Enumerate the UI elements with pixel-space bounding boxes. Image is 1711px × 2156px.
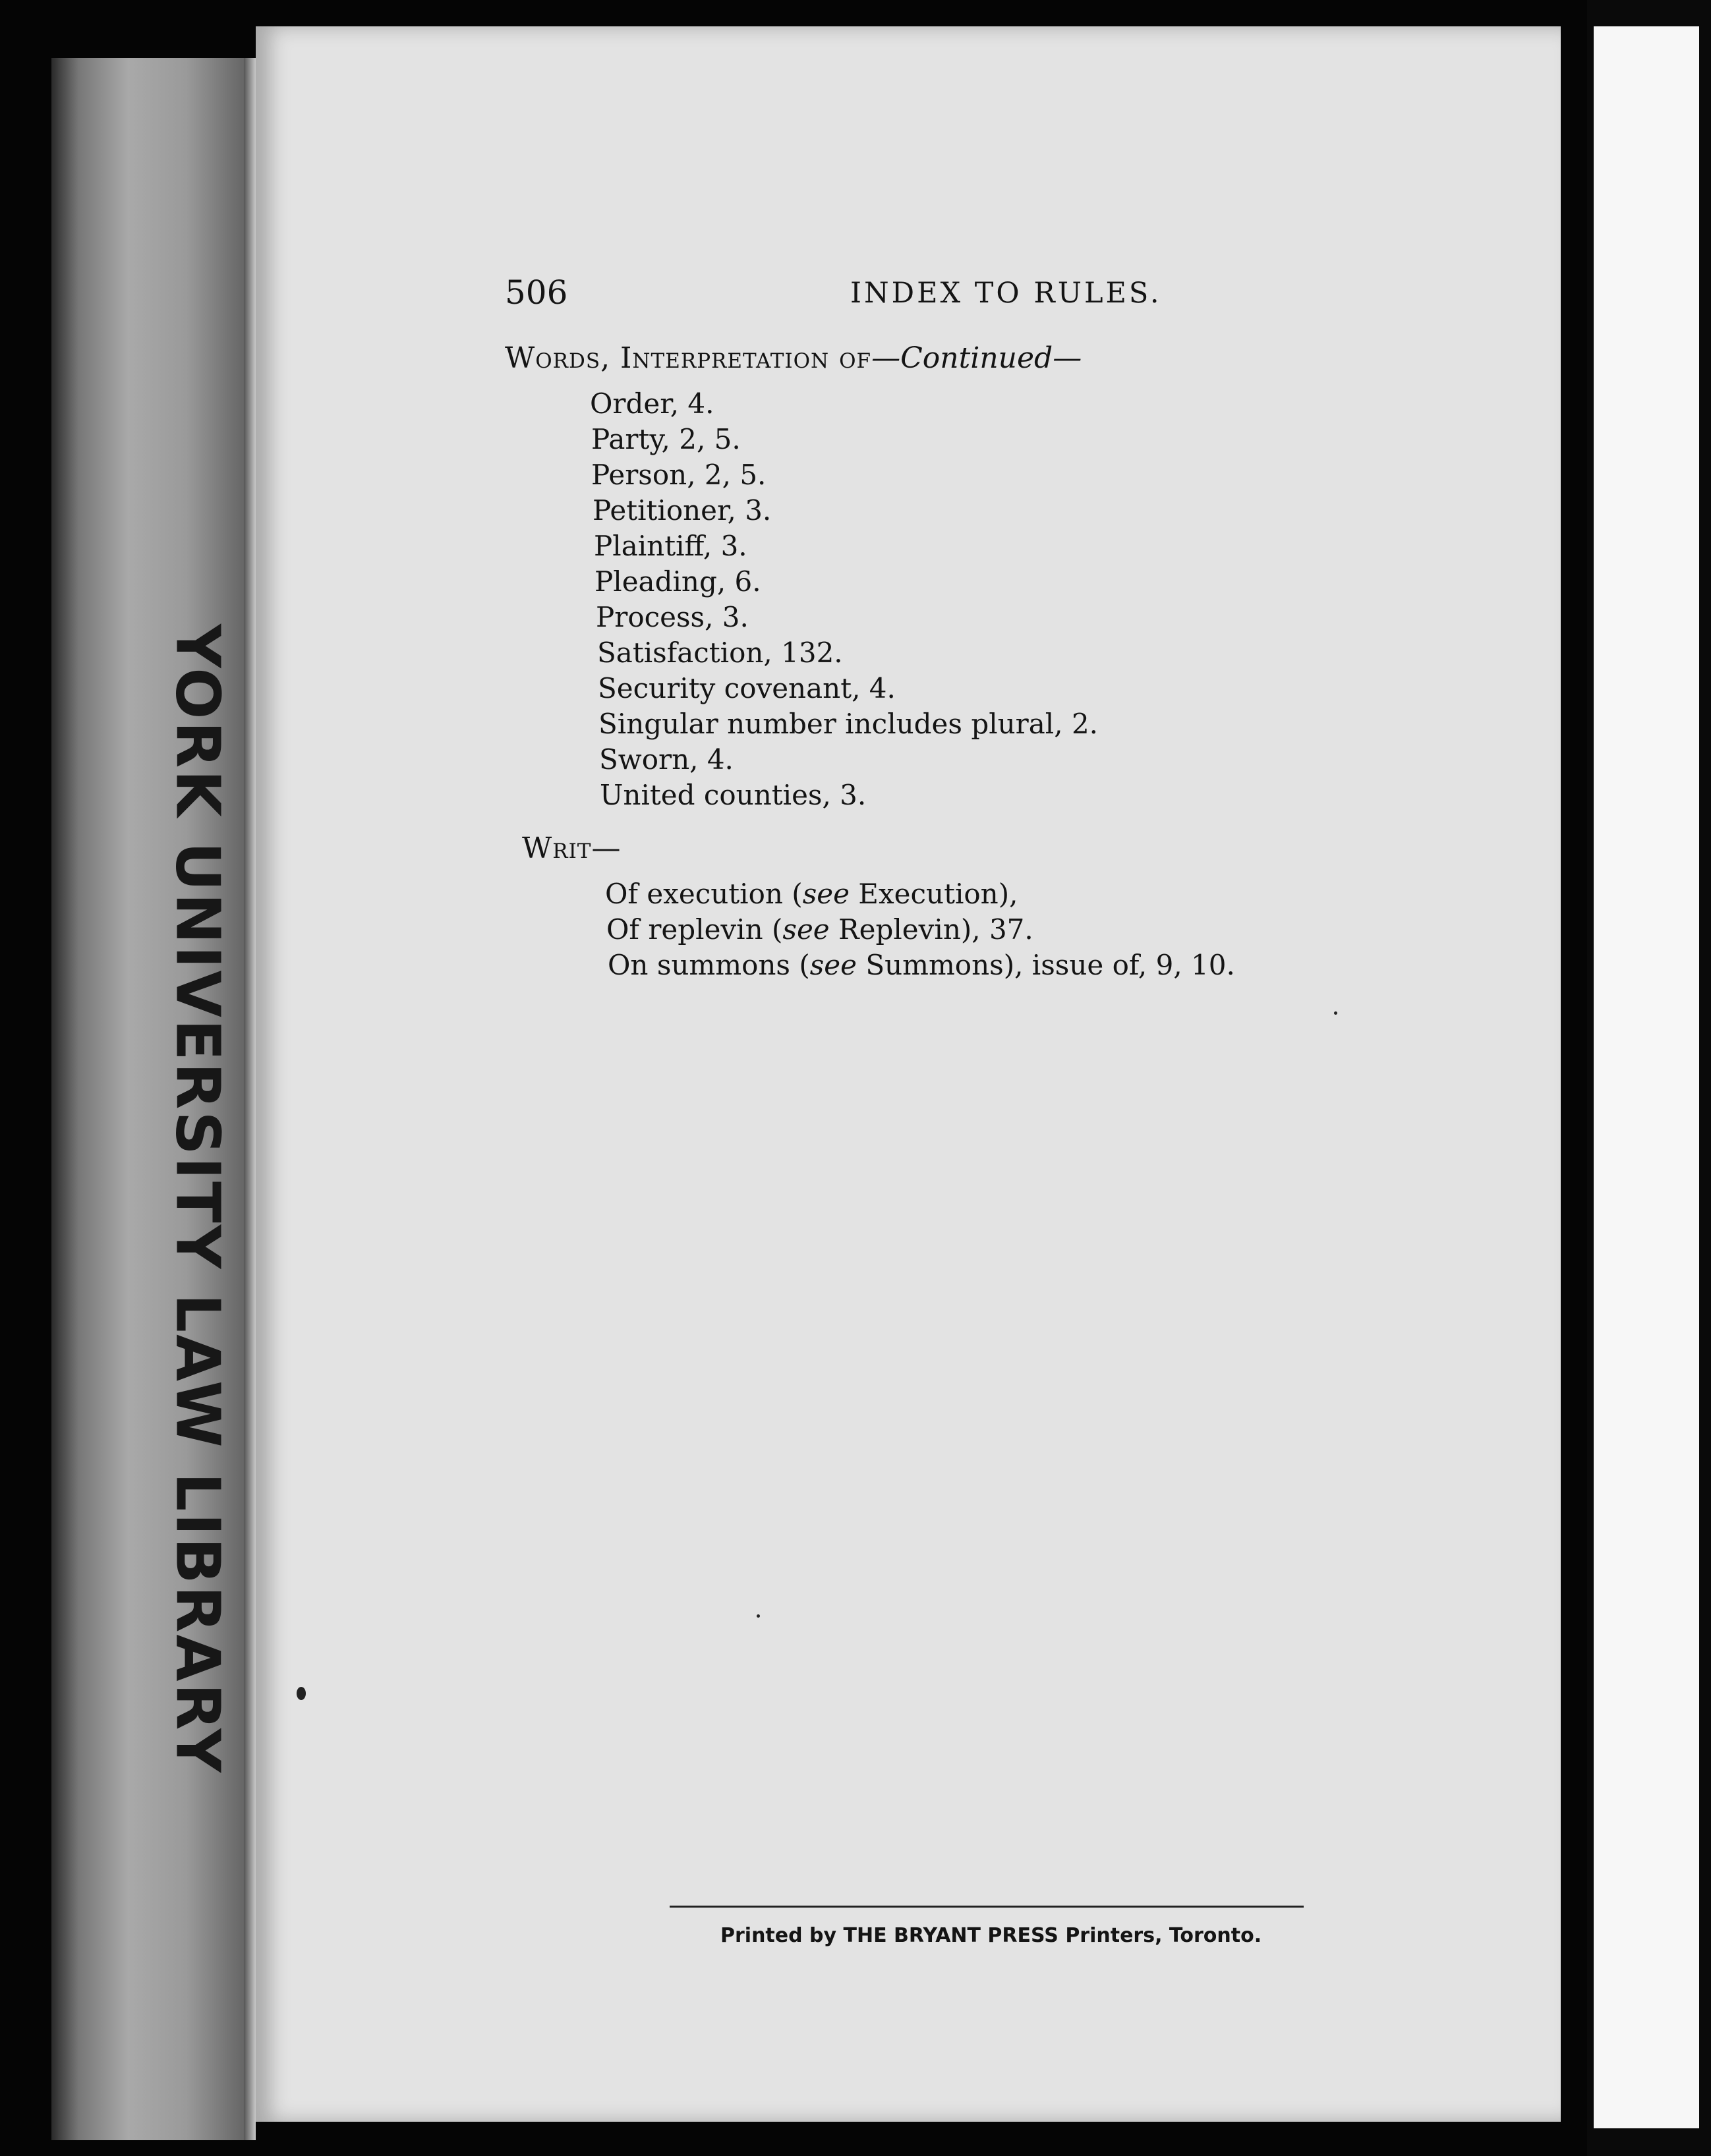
- index-entry: United counties, 3.: [600, 779, 867, 811]
- index-entry: Satisfaction, 132.: [597, 637, 843, 669]
- index-entry: Singular number includes plural, 2.: [598, 708, 1099, 740]
- see-reference: see: [809, 949, 857, 981]
- ink-fleck: [297, 1687, 306, 1700]
- index-entry: Sworn, 4.: [599, 743, 734, 776]
- entry-text: Replevin), 37.: [829, 913, 1033, 946]
- entry-text: Of execution (: [605, 878, 803, 910]
- entry-text: Summons), issue of, 9, 10.: [856, 949, 1235, 981]
- entry-text: Of replevin (: [606, 913, 783, 946]
- index-entry: Order, 4.: [590, 387, 714, 420]
- continued-label: —Continued—: [871, 341, 1082, 375]
- index-entry: Person, 2, 5.: [591, 459, 767, 491]
- page-number: 506: [505, 273, 568, 312]
- entry-text: On summons (: [608, 949, 810, 981]
- index-entry: Petitioner, 3.: [593, 494, 772, 526]
- index-entry: Process, 3.: [596, 601, 749, 633]
- footer-rule: [670, 1906, 1304, 1908]
- index-entry: Pleading, 6.: [594, 565, 761, 598]
- ink-fleck: [1334, 1011, 1337, 1015]
- index-entry: [605, 878, 1018, 910]
- index-entry: [606, 913, 1033, 946]
- index-page: [256, 26, 1561, 2122]
- adjacent-page-edge: [1594, 26, 1699, 2128]
- index-entry: [608, 949, 1235, 981]
- index-entry: Party, 2, 5.: [591, 423, 741, 455]
- index-entry: Plaintiff, 3.: [594, 530, 747, 562]
- section-heading-text: Words, Interpretation of: [505, 341, 872, 375]
- entry-text: Execution),: [849, 878, 1018, 910]
- index-entry: Security covenant, 4.: [598, 672, 896, 704]
- see-reference: see: [802, 878, 850, 910]
- section-heading-writ: Writ—: [522, 832, 622, 865]
- printer-imprint: Printed by THE BRYANT PRESS Printers, Toronto.: [720, 1924, 1262, 1947]
- section-heading-words: [505, 341, 1082, 375]
- ink-fleck: [757, 1614, 760, 1618]
- running-head: INDEX TO RULES.: [850, 277, 1162, 310]
- library-stamp: YORK UNIVERSITY LAW LIBRARY: [162, 623, 233, 1775]
- see-reference: see: [782, 913, 830, 946]
- spine-edge: [244, 58, 256, 2140]
